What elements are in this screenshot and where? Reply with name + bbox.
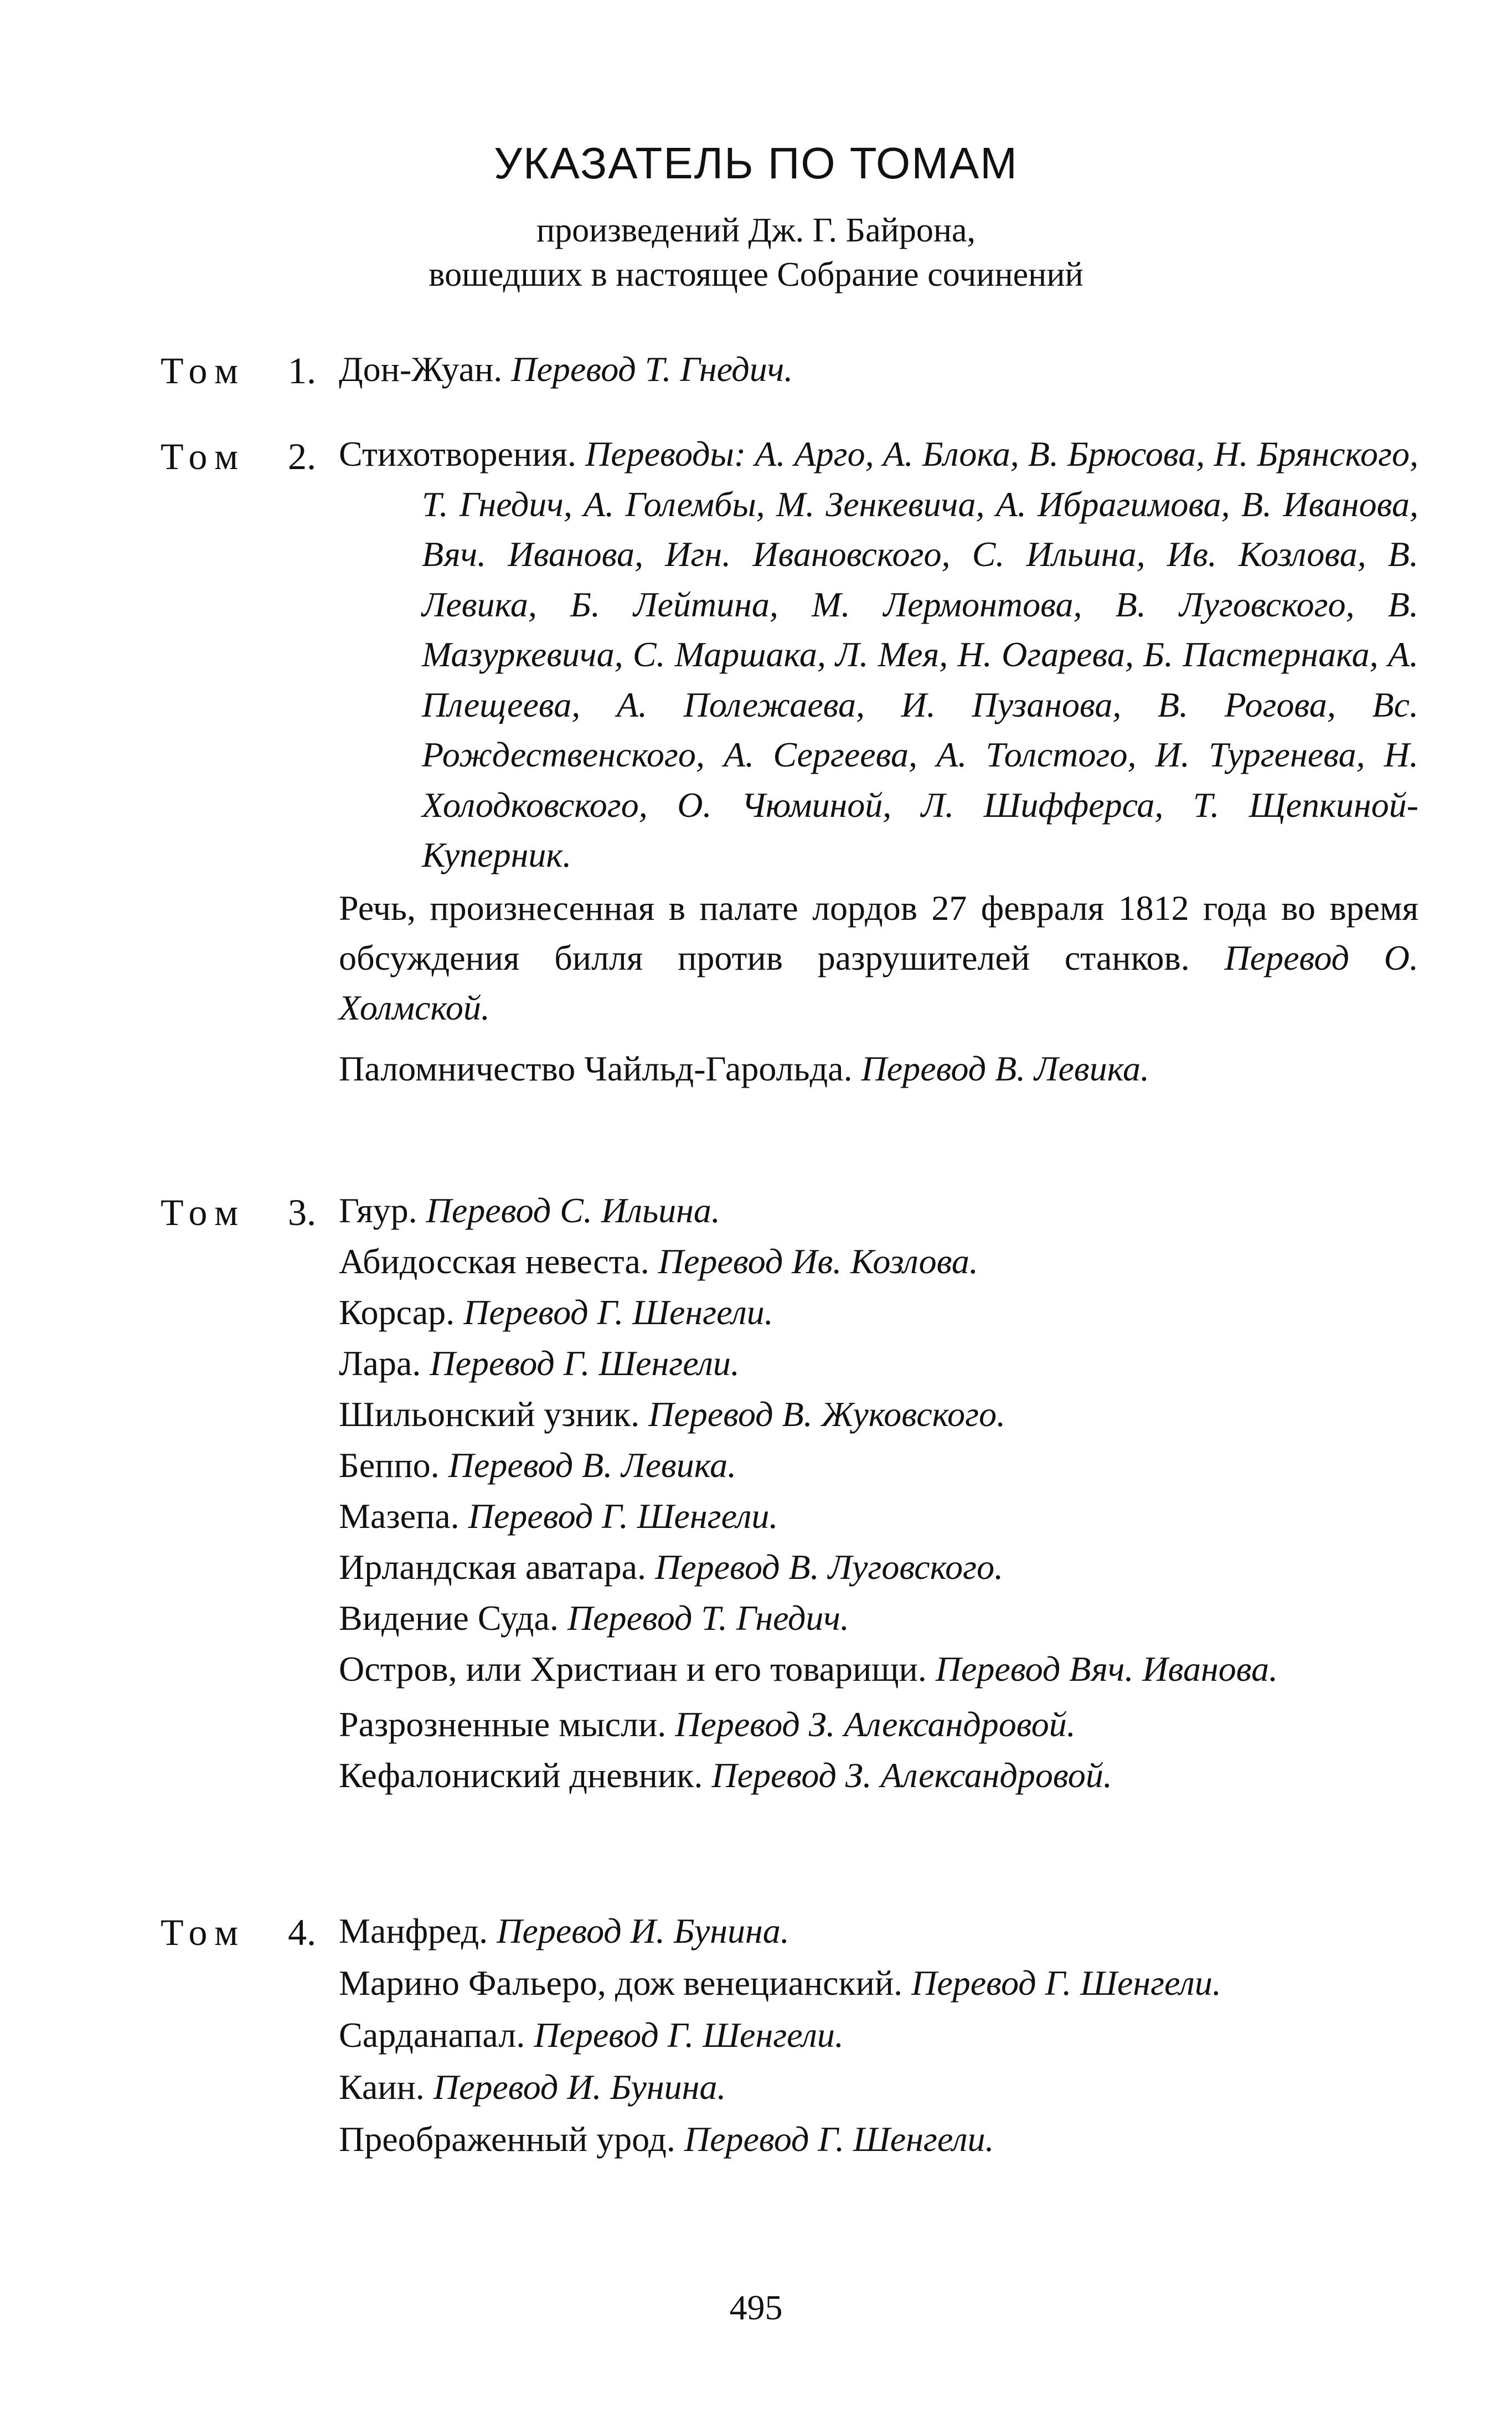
work-entry xyxy=(339,1644,1418,1695)
work-entry xyxy=(339,2113,1418,2165)
translator-credit: Перевод Вяч. Иванова. xyxy=(935,1649,1278,1689)
translator-credit: Перевод Т. Гнедич. xyxy=(567,1598,849,1638)
work-title: Дон-Жуан. xyxy=(339,349,503,389)
volume-3-contents xyxy=(339,1185,1418,1801)
work-entry xyxy=(339,1185,1418,1236)
volume-number: 4. xyxy=(288,1911,316,1953)
work-entry xyxy=(339,1750,1418,1801)
work-entry xyxy=(339,344,1418,394)
translator-credit: Перевод С. Ильина. xyxy=(426,1191,720,1230)
work-entry xyxy=(339,1287,1418,1338)
work-entry xyxy=(339,2061,1418,2113)
work-entry xyxy=(339,1699,1418,1750)
work-title: Мазепа. xyxy=(339,1496,460,1536)
work-title: Марино Фальеро, дож венецианский. xyxy=(339,1963,903,2003)
translator-credit: Перевод Ив. Козлова. xyxy=(658,1242,978,1281)
volume-number: 3. xyxy=(288,1191,316,1233)
translator-credit: Перевод В. Жуковского. xyxy=(648,1394,1006,1434)
work-entry xyxy=(339,1957,1418,2009)
work-title: Абидосская невеста. xyxy=(339,1242,649,1281)
translator-credit: Перевод Г. Шенгели. xyxy=(468,1496,778,1536)
work-title: Преображенный урод. xyxy=(339,2119,675,2159)
translator-credit: Переводы: А. Арго, А. Блока, В. Брюсова, Н. Брянского, Т. Гнедич, А. Голембы, М. Зенкевича, А. Ибрагимова, В. Иванова, Вяч. Иванова, Игн. Ивановского, С. Ильина, Ив. Козлова, В. Левика, Б. Лейтина, М. Лермонтова, В. Луговского, В. Мазуркевича, С. Маршака, Л. Мея, Н. Огарева, Б. Пастернака, А. Плещеева, А. Полежаева, И. Пузанова, В. Рогова, Вс. Рождественского, А. Сергеева, А. Толстого, И. Тургенева, Н. Холодковского, О. Чюминой, Л. Шифферса, Т. Щепкиной-Куперник. xyxy=(422,434,1419,874)
translator-credit: Перевод З. Александровой. xyxy=(675,1705,1076,1744)
work-title: Ирландская аватара. xyxy=(339,1547,646,1587)
work-title: Остров, или Христиан и его товарищи. xyxy=(339,1649,927,1689)
volume-word: Том xyxy=(161,1911,246,1953)
work-title: Речь, произнесенная в палате лордов 27 февраля 1812 года во время обсуждения билля против разрушителей станков. xyxy=(339,888,1418,977)
translator-credit: Перевод В. Левика. xyxy=(448,1445,737,1485)
translator-credit: Перевод З. Александровой. xyxy=(711,1756,1112,1795)
volume-word: Том xyxy=(161,435,246,477)
work-title: Паломничество Чайльд-Гарольда. xyxy=(339,1048,853,1088)
work-title: Сарданапал. xyxy=(339,2015,525,2055)
translator-credit: Перевод В. Левика. xyxy=(861,1048,1150,1088)
page-number: 495 xyxy=(729,2288,783,2327)
work-entry xyxy=(339,1236,1418,1287)
work-entry xyxy=(339,2009,1418,2061)
translator-credit: Перевод Г. Шенгели. xyxy=(534,2015,844,2055)
volume-2-label xyxy=(161,435,343,477)
translator-credit: Перевод О. Холмской. xyxy=(339,938,1418,1027)
work-title: Разрозненные мысли. xyxy=(339,1705,667,1744)
work-entry xyxy=(339,1593,1418,1644)
volume-4-label xyxy=(161,1913,343,1951)
work-title: Корсар. xyxy=(339,1293,455,1332)
subtitle-line-2: вошедших в настоящее Собрание сочинений xyxy=(429,256,1083,294)
volume-number: 1. xyxy=(288,349,316,392)
volume-1-contents xyxy=(339,344,1418,394)
translator-credit: Перевод Г. Шенгели. xyxy=(430,1344,740,1383)
work-title: Стихотворения. xyxy=(339,434,576,473)
work-title: Гяур. xyxy=(339,1191,417,1230)
work-entry xyxy=(339,429,1418,881)
work-title: Каин. xyxy=(339,2067,425,2107)
work-entry xyxy=(339,883,1418,1033)
page-title: УКАЗАТЕЛЬ ПО ТОМАМ xyxy=(494,138,1018,188)
work-entry xyxy=(339,1044,1418,1094)
translator-credit: Перевод И. Бунина. xyxy=(497,1911,789,1950)
translator-credit: Перевод В. Луговского. xyxy=(655,1547,1004,1587)
work-entry xyxy=(339,1542,1418,1593)
translator-credit: Перевод Г. Шенгели. xyxy=(684,2119,994,2159)
translator-credit: Перевод И. Бунина. xyxy=(433,2067,726,2107)
volume-4-contents xyxy=(339,1905,1418,2165)
work-entry xyxy=(339,1491,1418,1542)
translator-credit: Перевод Г. Шенгели. xyxy=(911,1963,1221,2003)
work-entry xyxy=(339,1389,1418,1440)
volume-word: Том xyxy=(161,349,246,392)
volume-3-label xyxy=(161,1193,343,1231)
subtitle-line-1: произведений Дж. Г. Байрона, xyxy=(536,212,976,249)
work-title: Шильонский узник. xyxy=(339,1394,640,1434)
translator-credit: Перевод Т. Гнедич. xyxy=(511,349,793,389)
work-entry xyxy=(339,1905,1418,1957)
work-entry xyxy=(339,1440,1418,1491)
work-entry xyxy=(339,1338,1418,1389)
work-title: Кефалониский дневник. xyxy=(339,1756,703,1795)
volume-word: Том xyxy=(161,1191,246,1233)
work-title: Манфред. xyxy=(339,1911,488,1950)
work-title: Видение Суда. xyxy=(339,1598,559,1638)
volume-2-contents xyxy=(339,429,1418,1094)
work-title: Беппо. xyxy=(339,1445,440,1485)
translator-credit: Перевод Г. Шенгели. xyxy=(463,1293,773,1332)
work-title: Лара. xyxy=(339,1344,421,1383)
volume-1-label xyxy=(161,349,343,392)
volume-number: 2. xyxy=(288,435,316,477)
